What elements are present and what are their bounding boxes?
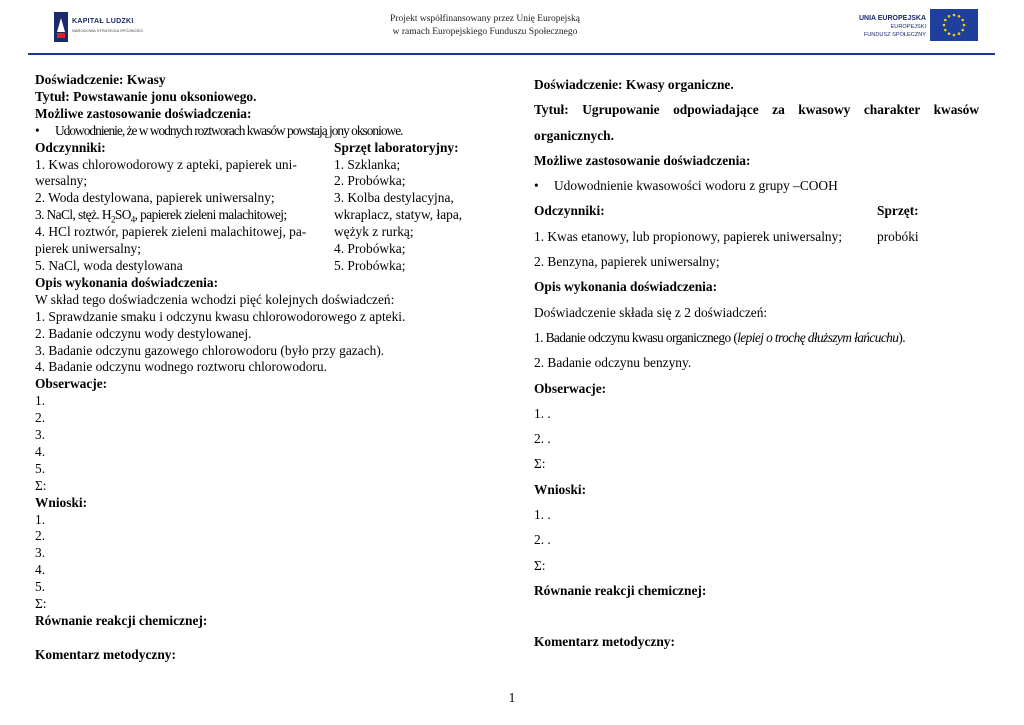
left-equation-blank <box>35 630 480 647</box>
left-observation: 2. <box>35 410 46 426</box>
right-usage-heading: Możliwe zastosowanie doświadczenia: <box>534 152 751 168</box>
header-divider <box>28 53 995 55</box>
right-comment-heading: Komentarz metodyczny: <box>534 633 675 649</box>
right-equipment <box>877 198 979 274</box>
left-reagent-4a: 4. HCl roztwór, papierek zieleni malachitowej, pa- <box>35 224 307 240</box>
kapital-ludzki-name: KAPITAŁ LUDZKI <box>72 18 134 25</box>
right-experiment-name: Doświadczenie: Kwasy organiczne. <box>534 77 734 92</box>
left-conclusion: 4. <box>35 562 46 578</box>
left-reagent-1a: 1. Kwas chlorowodorowy z apteki, papierek uni- <box>35 156 297 172</box>
left-observation: 5. <box>35 460 46 476</box>
right-reagents <box>534 198 877 274</box>
left-equipment-5: 5. Probówka; <box>334 257 406 273</box>
left-equipment-1: 1. Szklanka; <box>334 156 401 172</box>
left-reagent-3: 3. NaCl, stęż. $H_2SO_4$, papierek zieleni malachitowej; <box>35 207 287 225</box>
left-observation-sum: Σ: <box>35 477 47 493</box>
left-usage-heading: Możliwe zastosowanie doświadczenia: <box>35 105 252 121</box>
left-observation: 4. <box>35 443 46 459</box>
left-equipment <box>334 140 480 275</box>
right-title-line-1: Tytuł: Ugrupowanie odpowiadające za kwasowy charakter kwasów <box>534 102 979 118</box>
right-conclusion: 1. . <box>534 507 551 523</box>
right-procedure-heading: Opis wykonania doświadczenia: <box>534 279 718 295</box>
right-title-line-2: organicznych. <box>534 127 614 143</box>
right-reagent-1: 1. Kwas etanowy, lub propionowy, papierek uniwersalny; <box>534 228 843 244</box>
page-header <box>0 0 1024 56</box>
right-procedure-intro: Doświadczenie składa się z 2 doświadczeń: <box>534 304 768 320</box>
left-equipment-heading: Sprzęt laboratoryjny: <box>334 139 459 155</box>
left-reagent-5: 5. NaCl, woda destylowana <box>35 257 183 273</box>
left-experiment-name: Doświadczenie: Kwasy <box>35 72 166 87</box>
kapital-ludzki-logo <box>54 12 194 42</box>
left-conclusion: 2. <box>35 528 46 544</box>
left-reagent-1b: wersalny; <box>35 173 88 189</box>
eu-logo-text <box>838 15 926 39</box>
left-observations-heading: Obserwacje: <box>35 376 108 392</box>
right-conclusion: 2. . <box>534 532 551 548</box>
left-procedure-step: 3. Badanie odczynu gazowego chlorowodoru (było przy gazach). <box>35 342 385 358</box>
left-observation: 3. <box>35 427 46 443</box>
bullet-icon: • <box>35 122 40 138</box>
left-experiment <box>35 72 480 664</box>
left-equipment-4: 4. Probówka; <box>334 241 406 257</box>
right-procedure-step-2: 2. Badanie odczynu benzyny. <box>534 355 692 371</box>
left-observation: 1. <box>35 393 46 409</box>
eu-fund-line-2: FUNDUSZ SPOŁECZNY <box>863 32 926 38</box>
right-reagent-2: 2. Benzyna, papierek uniwersalny; <box>534 254 720 270</box>
funding-line-2: w ramach Europejskiego Funduszu Społecznego <box>392 27 578 37</box>
left-equation-heading: Równanie reakcji chemicznej: <box>35 613 208 628</box>
left-reagents <box>35 140 334 275</box>
right-observation: 1. . <box>534 405 551 421</box>
left-procedure-intro: W skład tego doświadczenia wchodzi pięć kolejnych doświadczeń: <box>35 291 395 307</box>
right-observation: 2. . <box>534 431 551 447</box>
eu-flag-icon <box>930 9 978 41</box>
right-reagents-heading: Odczynniki: <box>534 203 605 219</box>
right-conclusions-heading: Wnioski: <box>534 481 587 497</box>
left-reagent-2: 2. Woda destylowana, papierek uniwersalny; <box>35 190 275 206</box>
left-title: Tytuł: Powstawanie jonu oksoniowego. <box>35 88 257 104</box>
left-conclusion: 5. <box>35 579 46 595</box>
left-procedure-heading: Opis wykonania doświadczenia: <box>35 274 219 290</box>
left-conclusion: 1. <box>35 511 46 527</box>
left-procedure-step: 4. Badanie odczynu wodnego roztworu chlorowodoru. <box>35 359 327 375</box>
left-equipment-3b: wkraplacz, statyw, łapa, <box>334 207 463 223</box>
left-conclusions-heading: Wnioski: <box>35 494 88 510</box>
right-experiment <box>534 72 979 654</box>
kapital-ludzki-logo-icon <box>54 12 68 42</box>
right-materials <box>534 198 979 274</box>
right-equipment-heading: Sprzęt: <box>877 203 919 219</box>
eu-fund-line-1: EUROPEJSKI <box>890 24 926 30</box>
left-equipment-3a: 3. Kolba destylacyjna, <box>334 190 454 206</box>
right-observations-heading: Obserwacje: <box>534 380 607 396</box>
funding-line-1: Projekt współfinansowany przez Unię Europejską <box>390 14 580 24</box>
left-procedure-step: 1. Sprawdzanie smaku i odczynu kwasu chlorowodorowego z apteki. <box>35 308 406 324</box>
kapital-ludzki-subtitle: NARODOWA STRATEGIA SPÓJNOŚCI <box>72 28 144 33</box>
left-conclusion: 3. <box>35 545 46 561</box>
project-funding-note <box>340 13 630 39</box>
left-reagents-heading: Odczynniki: <box>35 139 106 155</box>
right-equation-blank <box>534 603 979 628</box>
right-conclusion-sum: Σ: <box>534 557 546 573</box>
right-procedure-step-1: 1. Badanie odczynu kwasu organicznego (lepiej o trochę dłuższym łańcuchu). <box>534 329 905 345</box>
eu-name: UNIA EUROPEJSKA <box>858 15 926 22</box>
left-reagent-4b: pierek uniwersalny; <box>35 241 141 257</box>
left-equipment-3c: wężyk z rurką; <box>334 224 414 240</box>
left-procedure-step: 2. Badanie odczynu wody destylowanej. <box>35 325 252 341</box>
page-number: 1 <box>508 690 516 705</box>
left-conclusion-sum: Σ: <box>35 596 47 612</box>
left-equipment-2: 2. Probówka; <box>334 173 406 189</box>
right-usage-item: • Udowodnienie kwasowości wodoru z grupy –COOH <box>534 173 979 198</box>
left-comment-heading: Komentarz metodyczny: <box>35 646 176 662</box>
left-usage-item: • Udowodnienie, że w wodnych roztworach kwasów powstają jony oksoniowe. <box>35 122 403 138</box>
bullet-icon: • <box>534 178 539 194</box>
left-materials <box>35 140 480 275</box>
right-observation-sum: Σ: <box>534 456 546 472</box>
right-equation-heading: Równanie reakcji chemicznej: <box>534 582 707 598</box>
right-equipment-1: probóki <box>877 228 919 244</box>
